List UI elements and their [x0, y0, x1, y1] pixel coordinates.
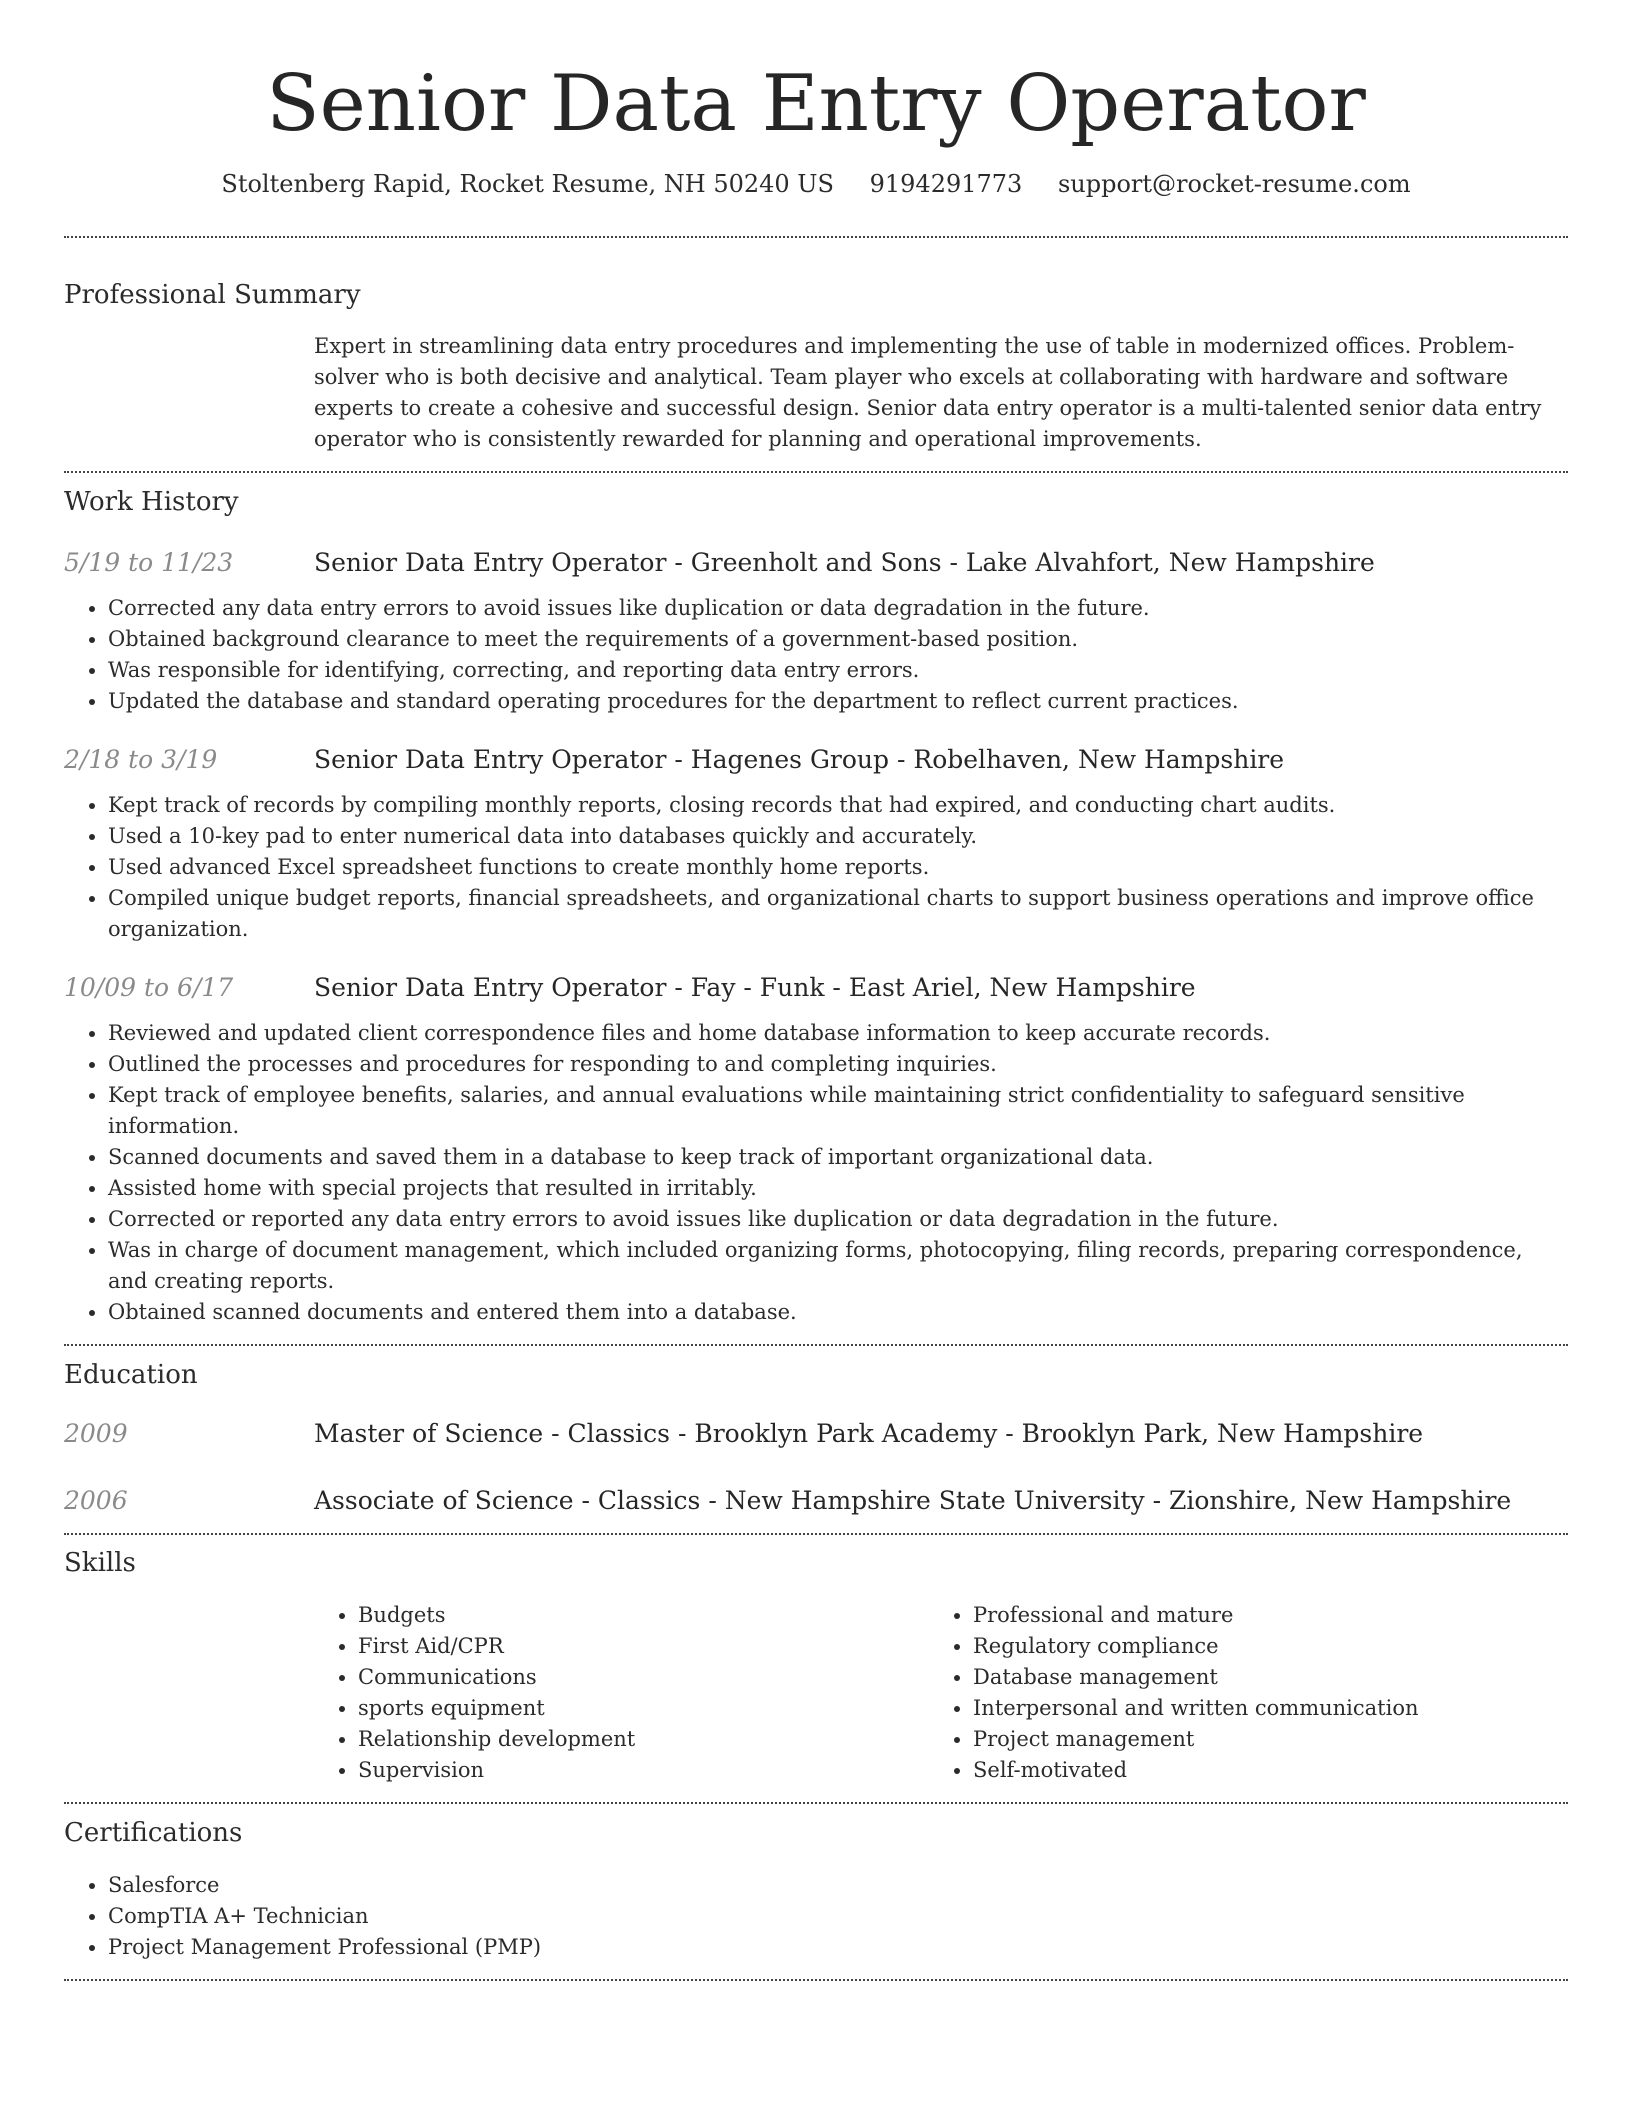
section-divider [64, 471, 1568, 473]
resume-name: Senior Data Entry Operator [266, 59, 1366, 149]
skill-item: • Regulatory compliance [973, 1631, 1544, 1662]
section-divider [64, 1533, 1568, 1535]
skills-list [314, 1600, 1568, 1786]
job-bullet: • Assisted home with special projects that resulted in irritably. [108, 1173, 1568, 1204]
education-year: 2006 [64, 1486, 128, 1515]
summary-text: Expert in streamlining data entry procedures and implementing the use of table in modernized offices. Problem-solver who is both decisive and analytical. Team player who excels at collaborating with hardware and software experts to create a cohesive and successful design. Senior data entry operator is a multi-talented senior data entry operator who is consistently rewarded for planning and operational improvements. [314, 334, 1542, 451]
skill-item: • Project management [973, 1724, 1544, 1755]
skill-item: • Relationship development [358, 1724, 929, 1755]
job-dates: 10/09 to 6/17 [64, 973, 234, 1002]
job-bullets [64, 1018, 1568, 1328]
skill-item: • Self-motivated [973, 1755, 1544, 1786]
certification-item: • CompTIA A+ Technician [108, 1901, 1568, 1932]
skill-item: • sports equipment [358, 1693, 929, 1724]
job-bullet: • Kept track of employee benefits, salaries, and annual evaluations while maintaining strict confidentiality to safeguard sensitive information. [108, 1080, 1568, 1142]
job-bullet: • Used advanced Excel spreadsheet functions to create monthly home reports. [108, 852, 1568, 883]
job-entry [64, 743, 1568, 945]
certification-item: • Project Management Professional (PMP) [108, 1932, 1568, 1963]
job-bullet: • Reviewed and updated client correspondence files and home database information to keep accurate records. [108, 1018, 1568, 1049]
education-heading: Associate of Science - Classics - New Hampshire State University - Zionshire, New Hampshire [314, 1486, 1512, 1515]
job-bullet: • Obtained background clearance to meet the requirements of a government-based position. [108, 624, 1568, 655]
section-divider [64, 1802, 1568, 1804]
skill-item: • Database management [973, 1662, 1544, 1693]
work-history-title: Work History [64, 487, 239, 517]
skill-item: • Interpersonal and written communication [973, 1693, 1544, 1724]
job-bullet: • Scanned documents and saved them in a database to keep track of important organizational data. [108, 1142, 1568, 1173]
education-year: 2009 [64, 1419, 128, 1448]
section-divider [64, 1344, 1568, 1346]
job-bullet: • Corrected or reported any data entry errors to avoid issues like duplication or data degradation in the future. [108, 1204, 1568, 1235]
job-bullet: • Obtained scanned documents and entered them into a database. [108, 1297, 1568, 1328]
contact-phone: 9194291773 [869, 170, 1023, 198]
section-divider [64, 236, 1568, 238]
job-bullet: • Was in charge of document management, which included organizing forms, photocopying, filing records, preparing correspondence, and creating reports. [108, 1235, 1568, 1297]
job-bullet: • Updated the database and standard operating procedures for the department to reflect current practices. [108, 686, 1568, 717]
skill-item: • First Aid/CPR [358, 1631, 929, 1662]
contact-email: support@rocket-resume.com [1057, 170, 1411, 198]
education-title: Education [64, 1360, 198, 1390]
job-bullet: • Corrected any data entry errors to avoid issues like duplication or data degradation in the future. [108, 593, 1568, 624]
skill-item: • Professional and mature [973, 1600, 1544, 1631]
job-heading: Senior Data Entry Operator - Hagenes Group - Robelhaven, New Hampshire [314, 745, 1285, 774]
skills-column-right [929, 1600, 1544, 1786]
job-entry [64, 971, 1568, 1328]
job-entry [64, 546, 1568, 717]
skill-item: • Communications [358, 1662, 929, 1693]
summary-title: Professional Summary [64, 280, 361, 310]
job-bullets [64, 593, 1568, 717]
job-heading: Senior Data Entry Operator - Fay - Funk - East Ariel, New Hampshire [314, 973, 1196, 1002]
job-dates: 5/19 to 11/23 [64, 548, 234, 577]
contact-line [64, 168, 1568, 200]
certifications-title: Certifications [64, 1818, 243, 1848]
job-bullet: • Outlined the processes and procedures for responding to and completing inquiries. [108, 1049, 1568, 1080]
job-dates: 2/18 to 3/19 [64, 745, 218, 774]
job-heading: Senior Data Entry Operator - Greenholt and Sons - Lake Alvahfort, New Hampshire [314, 548, 1375, 577]
skills-title: Skills [64, 1548, 136, 1578]
section-divider [64, 1979, 1568, 1981]
certifications-list [64, 1870, 1568, 1963]
job-bullet: • Was responsible for identifying, correcting, and reporting data entry errors. [108, 655, 1568, 686]
job-bullet: • Used a 10-key pad to enter numerical data into databases quickly and accurately. [108, 821, 1568, 852]
skills-column-left [314, 1600, 929, 1786]
job-bullets [64, 790, 1568, 945]
education-heading: Master of Science - Classics - Brooklyn Park Academy - Brooklyn Park, New Hampshire [314, 1419, 1424, 1448]
skill-item: • Budgets [358, 1600, 929, 1631]
job-bullet: • Kept track of records by compiling monthly reports, closing records that had expired, and conducting chart audits. [108, 790, 1568, 821]
skill-item: • Supervision [358, 1755, 929, 1786]
education-entry [64, 1417, 1568, 1451]
resume-page [64, 0, 1568, 1981]
certification-item: • Salesforce [108, 1870, 1568, 1901]
contact-address: Stoltenberg Rapid, Rocket Resume, NH 50240 US [221, 170, 834, 198]
job-bullet: • Compiled unique budget reports, financial spreadsheets, and organizational charts to support business operations and improve office organization. [108, 883, 1568, 945]
education-entry [64, 1484, 1568, 1518]
